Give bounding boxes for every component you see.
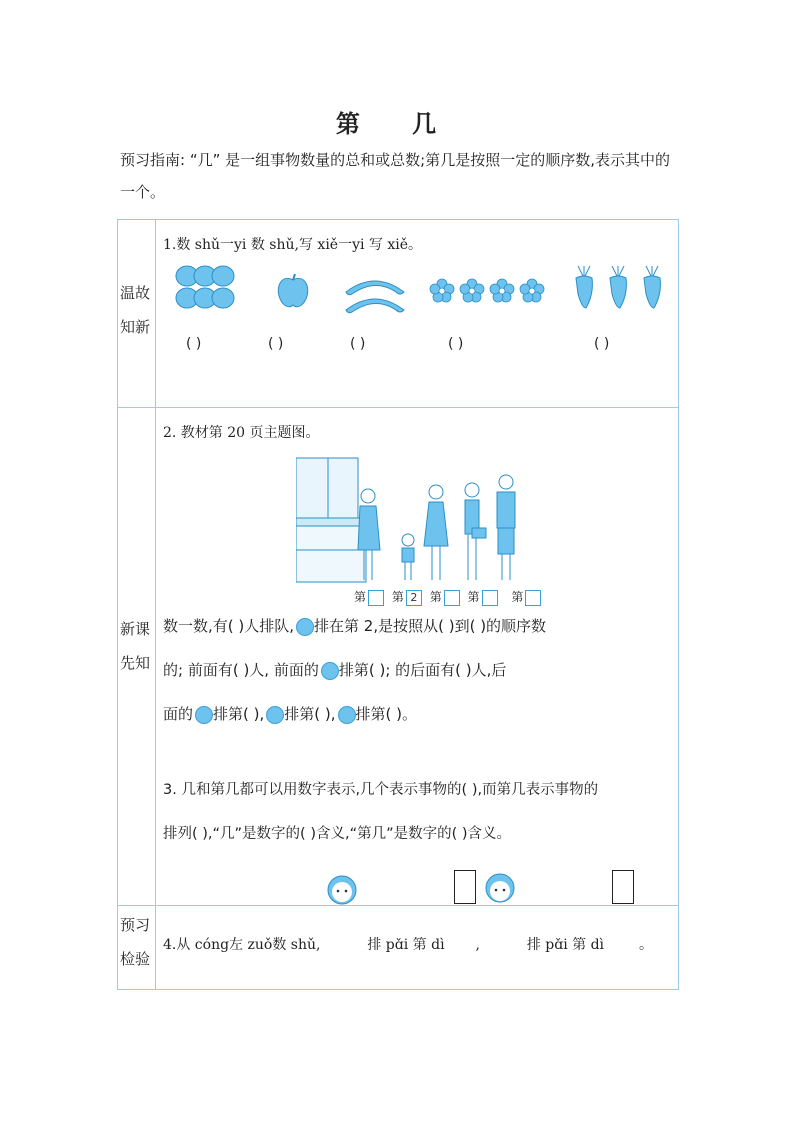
para-line2-part-a: 的; 前面有( )人, 前面的 [163, 661, 319, 679]
queue-illustration [296, 456, 536, 598]
blank-oranges[interactable]: ( ) [186, 336, 202, 352]
answer-box-left[interactable] [454, 870, 476, 904]
para-line2-part-b: 排第( ); 的后面有( )人,后 [338, 661, 507, 679]
question-3-line-1: 3. 几和第几都可以用数字表示,几个表示事物的( ),而第几表示事物的 [163, 782, 599, 798]
order-box-2[interactable]: 2 [406, 590, 422, 606]
page-title: 第 几 [335, 110, 459, 138]
section1-label [118, 220, 156, 408]
question-4 [163, 934, 653, 954]
girl-face-icon [324, 870, 360, 906]
blank-apple[interactable]: ( ) [268, 336, 284, 352]
woman-face-icon [321, 662, 339, 680]
section2-label [118, 408, 156, 906]
section1-label-line2: 知新 [120, 318, 151, 336]
blank-cucumbers[interactable]: ( ) [350, 336, 366, 352]
paragraph-line-1 [163, 604, 683, 648]
section2-label-line1: 新课 [120, 620, 151, 638]
apple-image [276, 272, 310, 310]
blank-flowers[interactable]: ( ) [448, 336, 464, 352]
para-line3-part-c: 排第( ), [284, 705, 336, 723]
worksheet-table [117, 219, 679, 990]
man-face-icon [338, 706, 356, 724]
intro-text: 预习指南: “几” 是一组事物数量的总和或总数;第几是按照一定的顺序数,表示其中的一个。 [120, 151, 670, 201]
order-row [354, 588, 541, 606]
cucumbers-image [342, 270, 408, 318]
para-line3-part-a: 面的 [163, 705, 194, 723]
para-line3-part-b: 排第( ), [213, 705, 265, 723]
order-label-4: 第 [467, 590, 480, 604]
section2-label-line2: 先知 [120, 654, 151, 672]
section3-label [118, 906, 156, 990]
order-label-1: 第 [354, 590, 367, 604]
q4-part-b: 排 pɑ̌i 第 dì [367, 937, 445, 953]
question-2: 2. 教材第 20 页主题图。 [163, 425, 320, 441]
q4-part-d: 排 pɑ̌i 第 dì [526, 937, 605, 953]
paragraph-line-2 [163, 648, 683, 692]
q4-part-e: 。 [638, 937, 653, 953]
blank-radishes[interactable]: ( ) [594, 336, 610, 352]
para-line1-part-b: 排在第 2,是按照从( )到( )的顺序数 [314, 617, 547, 635]
order-label-3: 第 [429, 590, 442, 604]
section1-content [156, 220, 679, 408]
q4-part-c: , [475, 937, 480, 953]
boy-face-icon [482, 870, 518, 906]
section3-label-line1: 预习 [120, 916, 151, 934]
order-label-5: 第 [511, 590, 524, 604]
police-face-icon [266, 706, 284, 724]
kid-face-icon [296, 618, 314, 636]
paragraph-line-3 [163, 692, 683, 736]
order-label-2: 第 [391, 590, 404, 604]
radishes-image [566, 264, 676, 314]
woman2-face-icon [195, 706, 213, 724]
section1-label-line1: 温故 [120, 284, 151, 302]
answer-box-right[interactable] [612, 870, 634, 904]
section2-content [156, 408, 679, 906]
q4-part-a: 4.从 cóng左 zuǒ数 shǔ, [163, 937, 321, 953]
question-3-line-2: 排列( ),“几”是数字的( )含义,“第几”是数字的( )含义。 [163, 826, 512, 842]
para-line1-part-a: 数一数,有( )人排队, [163, 617, 295, 635]
section3-label-line2: 检验 [120, 950, 151, 968]
flowers-image [428, 276, 548, 306]
oranges-image [174, 264, 236, 314]
section3-content [156, 906, 679, 990]
para-line3-part-d: 排第( )。 [355, 705, 417, 723]
question-1: 1.数 shǔ一yi 数 shǔ,写 xiě一yi 写 xiě。 [163, 237, 423, 253]
